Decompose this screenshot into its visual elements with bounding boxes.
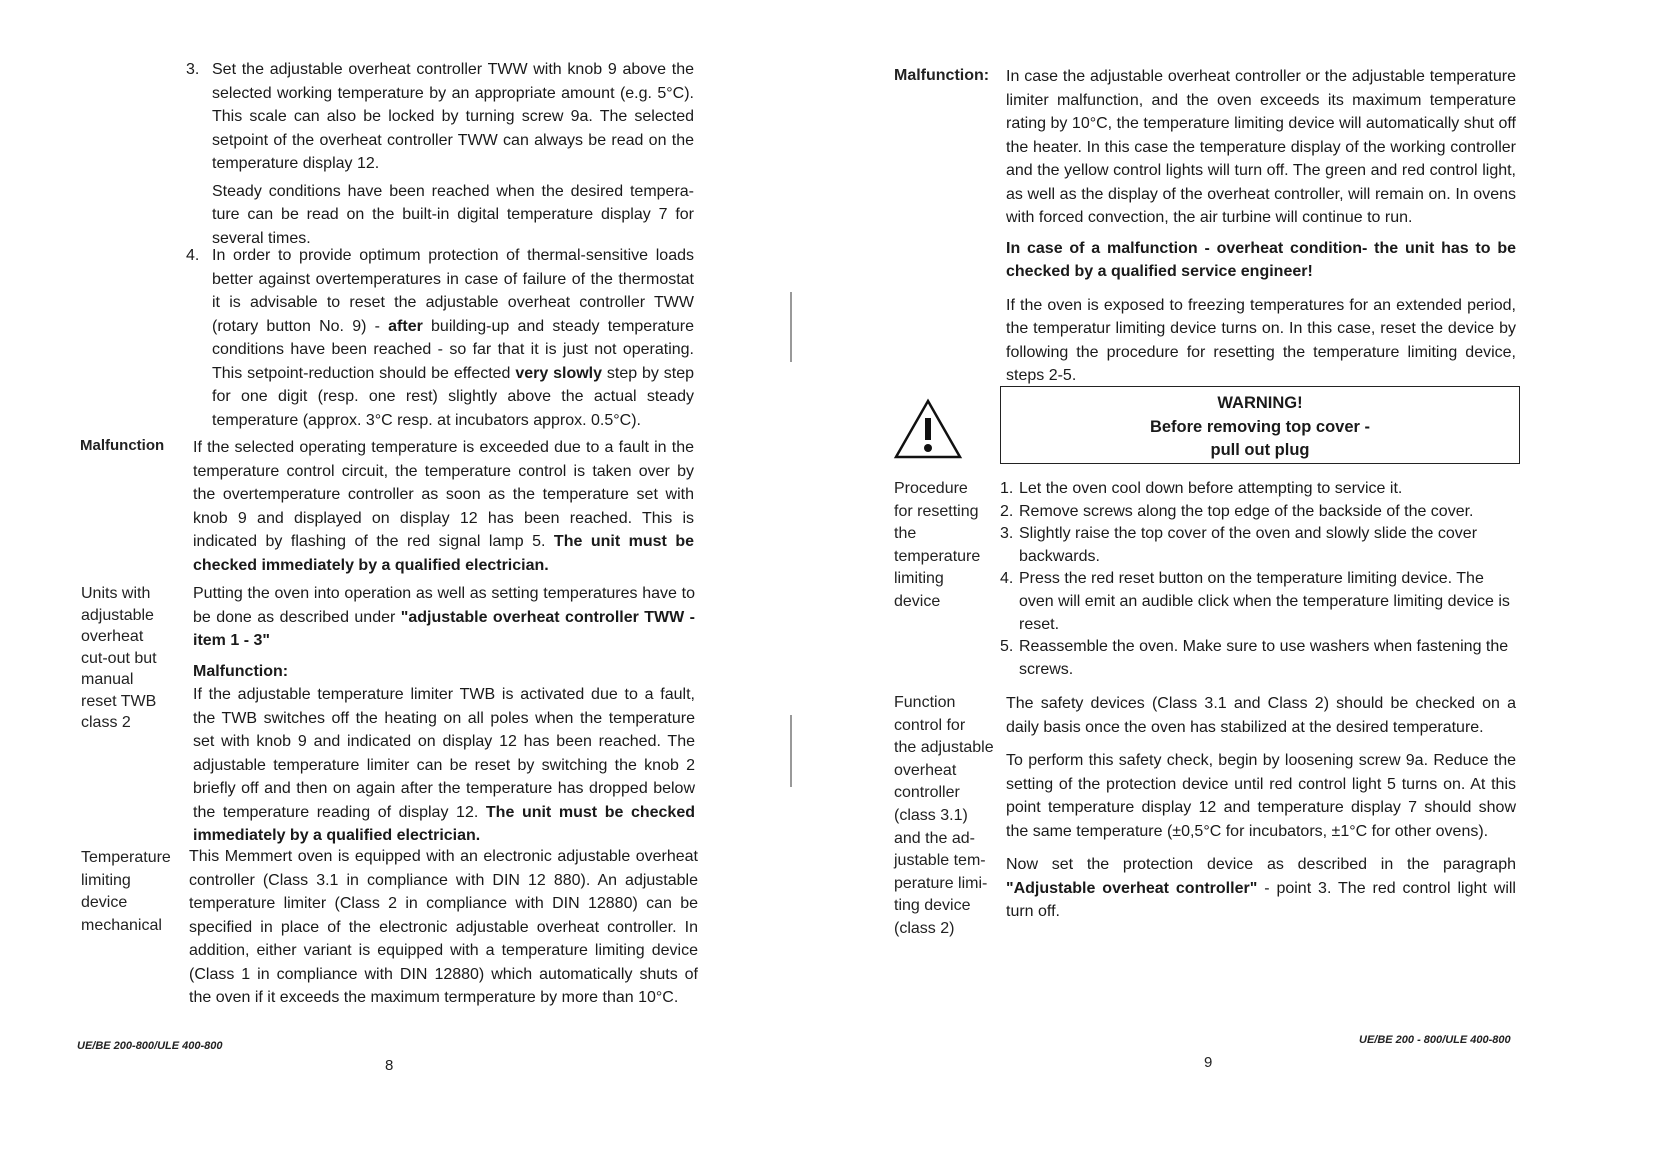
item-3-text: Set the adjustable overheat controller TWW with knob 9 above the selected working temperature by an appropriate amount (e.g. 5°C). This scale can also be locked by turning screw 9a. The selected setpoint of the overheat controller TWW can always be read on the temperature display 12. — [212, 61, 694, 172]
item-3-note: Steady conditions have been reached when the desired tempera-ture can be read on the built-in digital temperature display 7 for several times. — [212, 182, 694, 247]
units-malfunction-text: If the adjustable temperature limiter TWB is activated due to a fault, the TWB switches off the heating on all poles when the temperature set with knob 9 and indicated on display 12 has been reached. The adjustable temperature limiter can be reset by switching the knob 2 briefly off and then on again after the temperature has dropped below the temperature reading of display 12. The unit must be checked immediately by a qualified electrician. — [193, 686, 695, 844]
warning-line-3: pull out plug — [1210, 441, 1310, 459]
right-malfunction-label: Malfunction: — [894, 67, 990, 84]
warning-line-2: Before removing top cover - — [1149, 417, 1371, 436]
procedure-step: 1. Let the oven cool down before attempting to service it. — [1000, 480, 1403, 497]
warning-box — [1000, 386, 1520, 464]
function-text-2: To perform this safety check, begin by loosening screw 9a. Reduce the setting of the protection device until red control light 5 turns on. At this point temperature display 12 and temperature display 7 should show the same temperature (±0,5°C for incubators, ±1°C for other ovens). — [1006, 752, 1516, 840]
units-label: Units with adjustable overheat cut-out but manual reset TWB class 2 — [81, 585, 157, 731]
malfunction-text: If the selected operating temperature is exceeded due to a fault in the temperature control circuit, the temperature control is taken over by the overtemperature controller as soon as the temperature set with knob 9 and displayed on display 12 has been reached. This is indicated by flashing of the red signal lamp 5. The unit must be checked immediately by a qualified electrician. — [193, 439, 695, 574]
procedure-step: 4. Press the red reset button on the temperature limiting device. The oven will emit an audible click when the temperature limiting device is reset. — [1000, 570, 1510, 633]
procedure-step: 3. Slightly raise the top cover of the oven and slowly slide the cover backwards. — [1000, 525, 1478, 565]
procedure-step: 2. Remove screws along the top edge of the backside of the cover. — [1000, 502, 1474, 520]
function-text-3: Now set the protection device as described in the paragraph "Adjustable overheat controller" - point 3. The red control light will turn off. — [1006, 856, 1516, 920]
procedure-label: Procedure for resetting the temperature limiting device — [894, 480, 981, 610]
right-freezing-text: If the oven is exposed to freezing temperatures for an extended period, the temperatur limiting device turns on. In this case, reset the device by following the procedure for resetting the temperature limiting device, steps 2-5. — [1006, 296, 1516, 384]
item-4-text: In order to provide optimum protection of thermal-sensitive loads better against overtemperatures in case of failure of the thermostat it is advisable to reset the adjustable overheat controller TWW (rotary button No. 9) - after building-up and steady temperature conditions have been reached - so far that it is just not operating. This setpoint-reduction should be effected very slowly step by step for one digit (resp. one rest) slightly above the actual steady temperature (approx. 3°C resp. at incubators approx. 0.5°C). — [212, 247, 695, 429]
function-control-body — [1006, 692, 1516, 924]
list-item-3 — [186, 58, 694, 250]
tld-text: This Memmert oven is equipped with an electronic adjustable overheat controller (Class 3.1 in compliance with DIN 12 880). An adjustable temperature limiter (Class 2 in compliance with DIN 12880) can be specified in place of the electronic adjustable overheat controller. In addition, either variant is equipped with a temperature limiting device (Class 1 in compliance with DIN 12880) which automatically shuts of the oven if it exceeds the maximum termperature by more than 10°C. — [189, 848, 698, 1006]
right-footer: UE/BE 200 - 800/ULE 400-800 — [1359, 1034, 1511, 1046]
list-number: 4. — [186, 247, 200, 264]
gutter-mark — [790, 715, 792, 787]
warning-title: WARNING! — [1217, 394, 1303, 412]
left-page-number: 8 — [385, 1057, 394, 1074]
units-malfunction-heading: Malfunction: — [193, 662, 289, 680]
right-malfunction-bold: In case of a malfunction - overheat condition- the unit has to be checked by a qualified service engineer! — [1006, 239, 1516, 280]
function-control-label: Function control for the adjustable overheat controller (class 3.1) and the ad- justable tem- perature limi- ting device (class 2) — [894, 694, 994, 937]
function-text-1: The safety devices (Class 3.1 and Class 2) should be checked on a daily basis once the oven has stabilized at the desired temperature. — [1006, 695, 1516, 736]
gutter-mark — [790, 292, 792, 362]
units-body — [193, 582, 695, 848]
right-malfunction-body — [1006, 65, 1516, 388]
units-text: Putting the oven into operation as well as setting temperatures have to be done as described under "adjustable overheat controller TWW - item 1 - 3" — [193, 585, 696, 649]
list-item-4 — [186, 244, 694, 432]
right-page-number: 9 — [1204, 1054, 1213, 1071]
procedure-steps — [1000, 478, 1516, 681]
tld-label: Temperature limiting device mechanical — [81, 849, 171, 934]
warning-triangle-icon — [893, 398, 963, 460]
list-number: 3. — [186, 61, 200, 78]
left-footer: UE/BE 200-800/ULE 400-800 — [77, 1040, 223, 1052]
right-malfunction-text: In case the adjustable overheat controller or the adjustable temperature limiter malfunction, and the oven exceeds its maximum temperature rating by 10°C, the temperature limiting device will automatically shut off the heater. In this case the temperature display of the working controller and the yellow control lights will turn off. The green and red control light, as well as the display of the overheat controller, will remain on. In ovens with forced convection, the air turbine will continue to run. — [1006, 68, 1516, 226]
malfunction-label: Malfunction — [80, 437, 165, 454]
procedure-step: 5. Reassemble the oven. Make sure to use washers when fastening the screws. — [1000, 638, 1509, 678]
